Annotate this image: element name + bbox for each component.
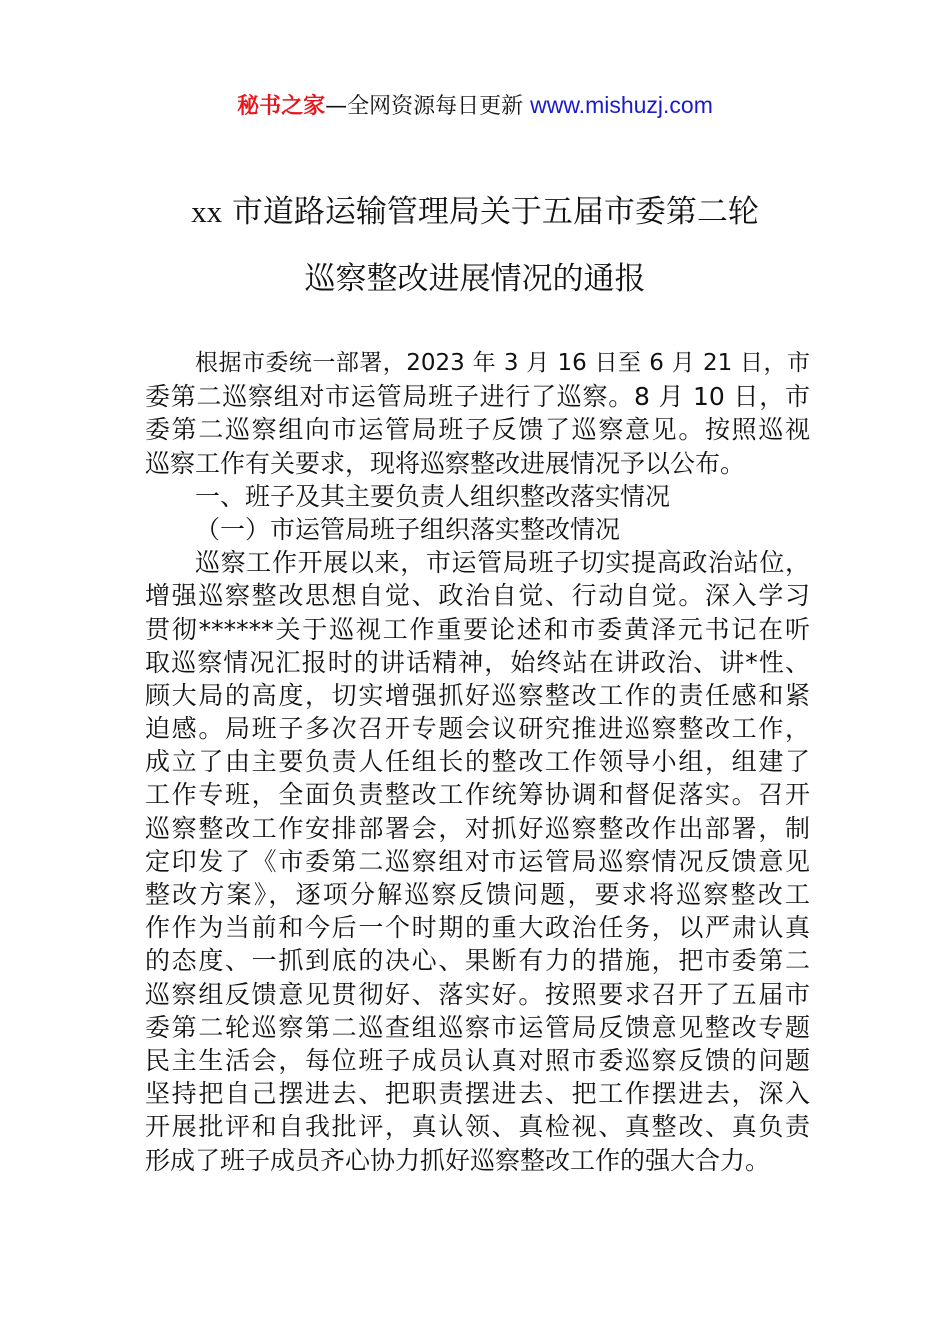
paragraph-line: 贯彻******关于巡视工作重要论述和市委黄泽元书记在听 (145, 614, 810, 644)
paragraph-line: 作作为当前和今后一个时期的重大政治任务，以严肃认真 (145, 913, 810, 943)
site-tagline: —全网资源每日更新 (325, 94, 531, 119)
paragraph-line: 巡察组反馈意见贯彻好、落实好。按照要求召开了五届市 (145, 979, 810, 1009)
paragraph-line: 形成了班子成员齐心协力抓好巡察整改工作的强大合力。 (145, 1145, 771, 1175)
paragraph-line: 巡察整改工作安排部署会，对抓好巡察整改作出部署，制 (145, 813, 810, 843)
paragraph-line: 巡察工作有关要求，现将巡察整改进展情况予以公布。 (145, 448, 746, 478)
paragraph-line: 工作专班，全面负责整改工作统筹协调和督促落实。召开 (145, 780, 810, 810)
document-body (145, 347, 810, 1177)
subsection-heading: （一）市运管局班子组织落实整改情况 (195, 514, 621, 544)
site-header (0, 88, 950, 124)
section-heading: 一、班子及其主要负责人组织整改落实情况 (195, 481, 671, 511)
paragraph-line: 定印发了《市委第二巡察组对市运管局巡察情况反馈意见 (145, 846, 810, 876)
paragraph-line: 根据市委统一部署，2023 年 3 月 16 日至 6 月 21 日，市 (195, 350, 810, 376)
paragraph-line: 民主生活会，每位班子成员认真对照市委巡察反馈的问题 (145, 1045, 810, 1075)
paragraph-line: 开展批评和自我批评，真认领、真检视、真整改、真负责 (145, 1112, 810, 1142)
title-line-1-text: 市道路运输管理局关于五届市委第二轮 (222, 194, 759, 230)
paragraph-line: 委第二巡察组向市运管局班子反馈了巡察意见。按照巡视 (145, 415, 810, 445)
document-title-line-2: 巡察整改进展情况的通报 (304, 261, 646, 297)
paragraph-line: 增强巡察整改思想自觉、政治自觉、行动自觉。深入学习 (145, 581, 810, 611)
paragraph-line: 委第二巡察组对市运管局班子进行了巡察。8 月 10 日，市 (145, 382, 810, 412)
paragraph-line: 坚持把自己摆进去、把职责摆进去、把工作摆进去，深入 (145, 1079, 810, 1109)
paragraph-line: 巡察工作开展以来，市运管局班子切实提高政治站位， (195, 548, 810, 578)
site-brand: 秘书之家 (237, 94, 326, 119)
paragraph-line: 的态度、一抓到底的决心、果断有力的措施，把市委第二 (145, 946, 810, 976)
site-url-link[interactable]: www.mishuzj.com (530, 92, 713, 118)
document-title-line-1 (0, 192, 950, 232)
paragraph-line: 取巡察情况汇报时的讲话精神，始终站在讲政治、讲*性、 (145, 647, 810, 677)
paragraph-line: 整改方案》，逐项分解巡察反馈问题，要求将巡察整改工 (145, 880, 810, 909)
paragraph-line: 成立了由主要负责人任组长的整改工作领导小组，组建了 (145, 747, 810, 777)
title-prefix: xx (191, 194, 223, 229)
paragraph-line: 顾大局的高度，切实增强抓好巡察整改工作的责任感和紧 (145, 680, 810, 710)
paragraph-line: 迫感。局班子多次召开专题会议研究推进巡察整改工作， (145, 714, 810, 744)
paragraph-line: 委第二轮巡察第二巡查组巡察市运管局反馈意见整改专题 (145, 1012, 810, 1042)
